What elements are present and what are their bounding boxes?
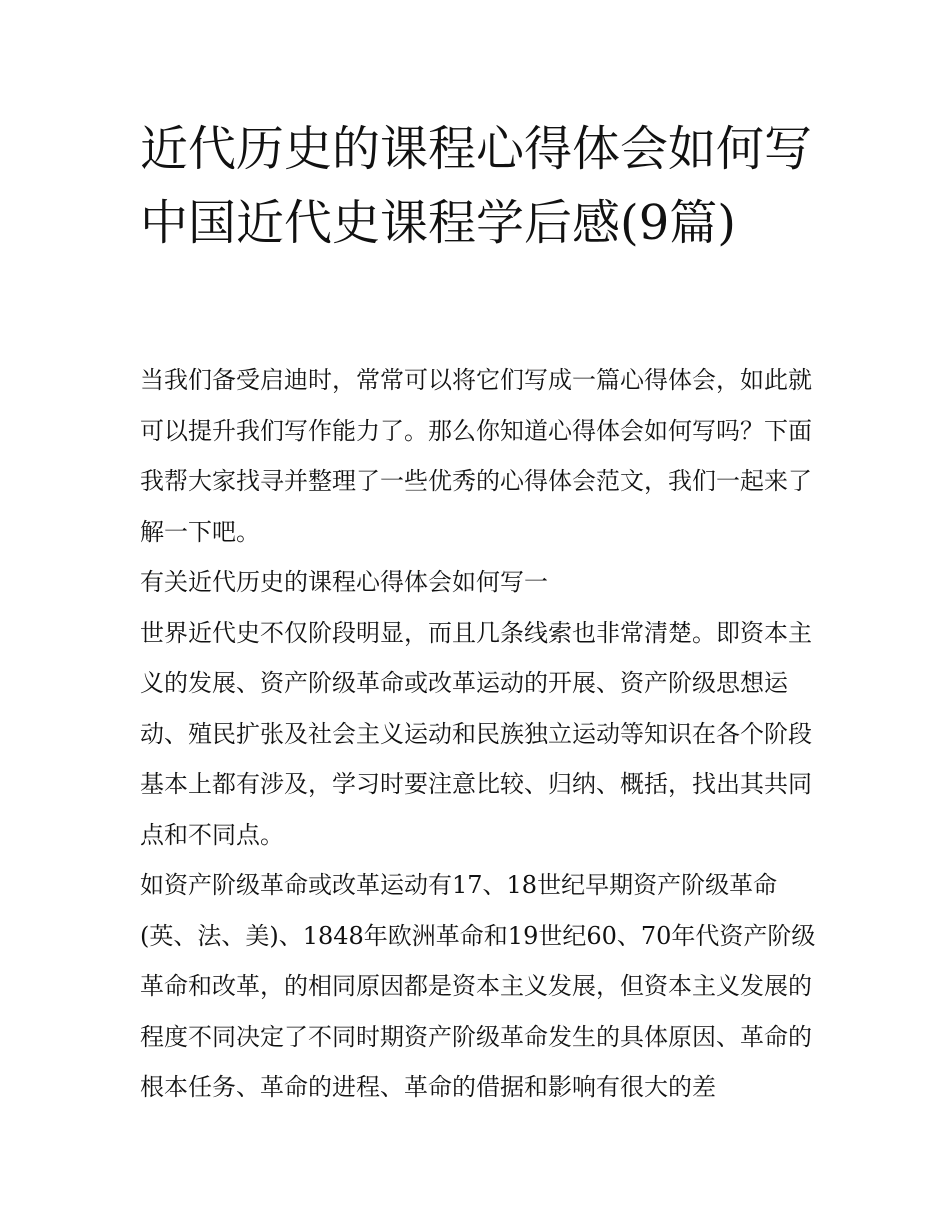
body-paragraph: 世界近代史不仅阶段明显，而且几条线索也非常清楚。即资本主义的发展、资产阶级革命或改革运动的开展、资产阶级思想运动、殖民扩张及社会主义运动和民族独立运动等知识在各个阶段基本上都有涉及，学习时要注意比较、归纳、概括，找出其共同点和不同点。 [140,618,812,849]
intro-paragraph: 当我们备受启迪时，常常可以将它们写成一篇心得体会，如此就可以提升我们写作能力了。那么你知道心得体会如何写吗？下面我帮大家找寻并整理了一些优秀的心得体会范文，我们一起来了解一下吧。 [140,366,812,546]
body-paragraph: 如资产阶级革命或改革运动有17、18世纪早期资产阶级革命(英、法、美)、1848年欧洲革命和19世纪60、70年代资产阶级革命和改革，的相同原因都是资本主义发展，但资本主义发展的程度不同决定了不同时期资产阶级革命发生的具体原因、革命的根本任务、革命的进程、革命的借据和影响有很大的差 [140,871,816,1101]
document-title: 近代历史的课程心得体会如何写 中国近代史课程学后感(9篇) [140,121,813,251]
section-heading: 有关近代历史的课程心得体会如何写一 [140,568,548,596]
document-body [140,355,820,1113]
